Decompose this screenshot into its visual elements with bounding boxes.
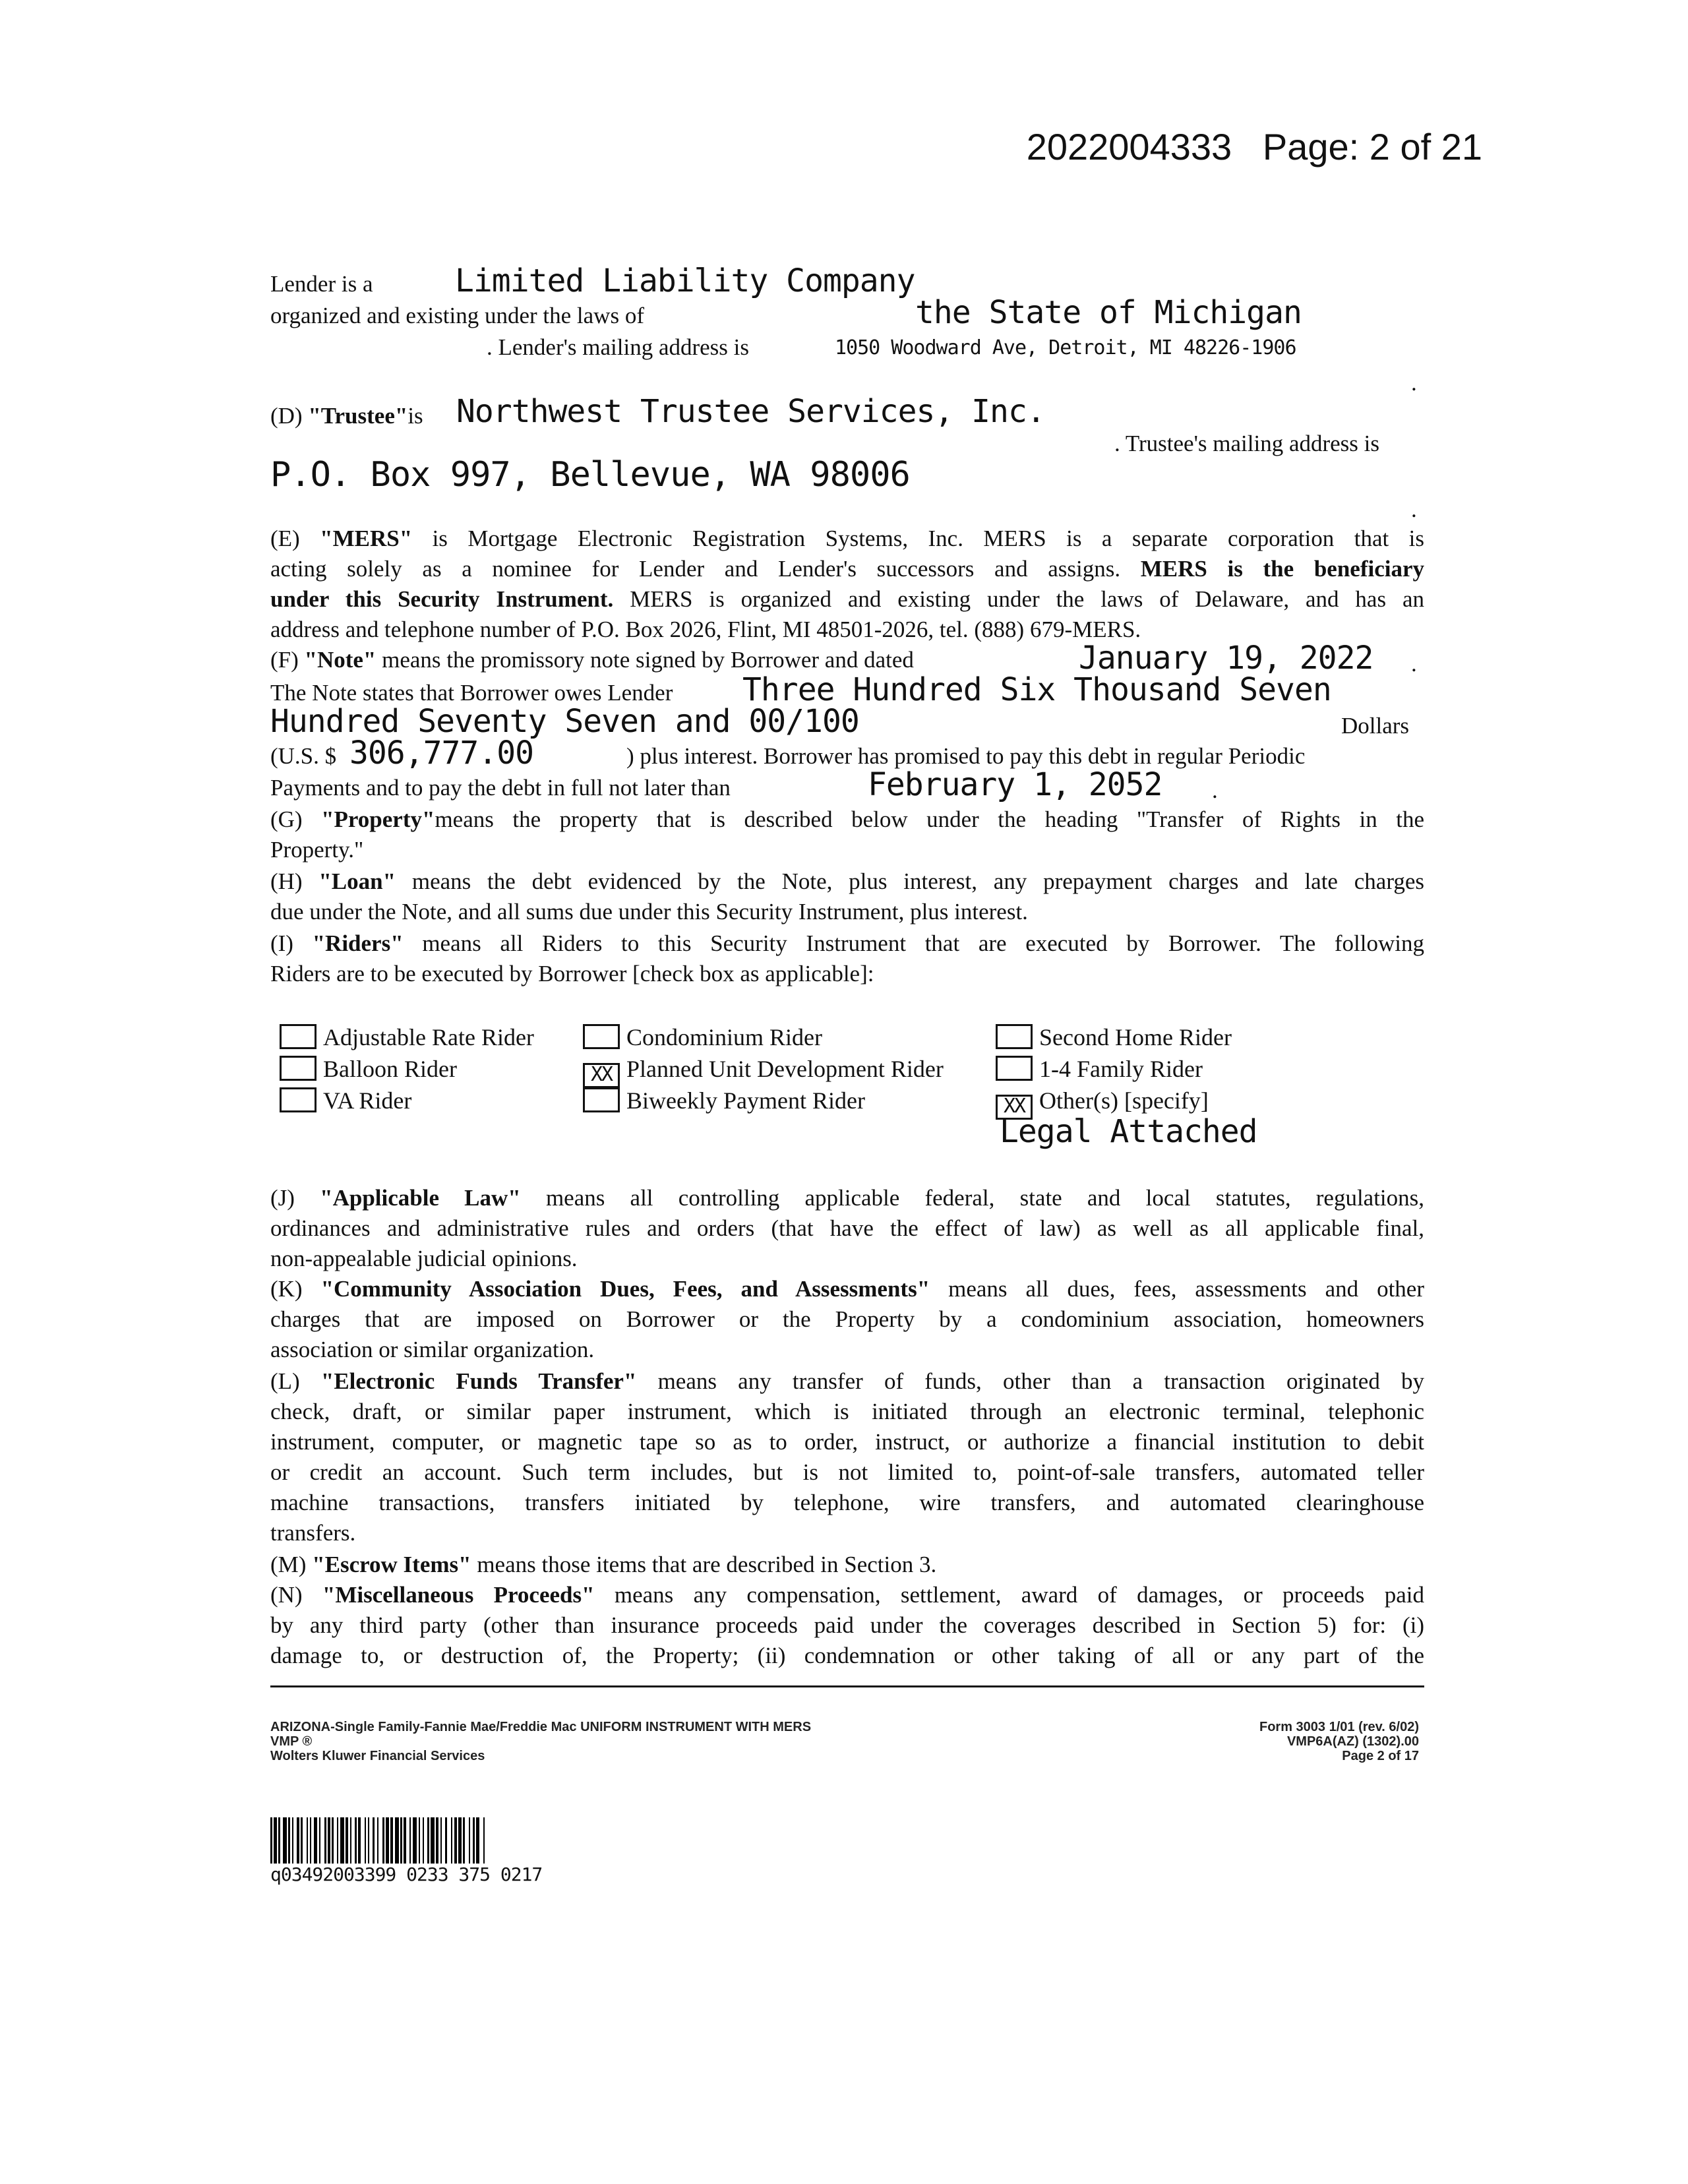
lender-mailing-value: 1050 Woodward Ave, Detroit, MI 48226-1906 [835, 336, 1296, 359]
note-line-1: (F) "Note" means the promissory note signed by Borrower and dated [270, 647, 914, 673]
note-maturity-value: February 1, 2052 [868, 766, 1162, 803]
lender-state-value: the State of Michigan [915, 294, 1302, 331]
loan-def-line-1: (H) "Loan" means the debt evidenced by the Note, plus interest, any prepayment charges and late charges [270, 868, 1424, 894]
footer-right: Form 3003 1/01 (rev. 6/02) VMP6A(AZ) (1302).00 Page 2 of 17 [1259, 1720, 1419, 1763]
loan-def-line-2: due under the Note, and all sums due under this Security Instrument, plus interest. [270, 899, 1028, 925]
rider-planned-unit-development: XX Planned Unit Development Rider [583, 1054, 944, 1088]
note-period-2: . [1212, 777, 1218, 803]
page-header [1027, 125, 1482, 168]
riders-def-line-1: (I) "Riders" means all Riders to this Security Instrument that are executed by Borrower. The following [270, 930, 1425, 956]
applicable-law-line-1: (J) "Applicable Law" means all controlling applicable federal, state and local statutes, regulations, [270, 1185, 1425, 1211]
property-def-line-2: Property." [270, 837, 364, 863]
eft-line-3: instrument, computer, or magnetic tape so as to order, instruct, or authorize a financial institution to debit [270, 1429, 1424, 1455]
note-date-value: January 19, 2022 [1079, 640, 1373, 677]
rider-checkbox[interactable] [583, 1024, 620, 1049]
note-amount-words-1: Three Hundred Six Thousand Seven [742, 671, 1331, 708]
riders-def-line-2: Riders are to be executed by Borrower [check box as applicable]: [270, 961, 874, 986]
note-amount-words-2: Hundred Seventy Seven and 00/100 [270, 703, 859, 740]
trustee-label: (D) "Trustee"is [270, 403, 423, 429]
note-owes-label: The Note states that Borrower owes Lender [270, 680, 673, 706]
lender-period: . [1411, 370, 1417, 396]
note-interest-text: ) plus interest. Borrower has promised to pay this debt in regular Periodic [626, 743, 1306, 769]
rider-va: VA Rider [280, 1085, 411, 1116]
footer-divider [270, 1685, 1424, 1687]
eft-line-2: check, draft, or similar paper instrument, which is initiated through an electronic terminal, telephonic [270, 1399, 1424, 1424]
misc-line-2: by any third party (other than insurance proceeds paid under the coverages described in Section 5) for: (i) [270, 1612, 1424, 1638]
note-payments-label: Payments and to pay the debt in full not later than [270, 775, 731, 801]
eft-line-1: (L) "Electronic Funds Transfer" means any transfer of funds, other than a transaction originated by [270, 1368, 1425, 1394]
rider-second-home: Second Home Rider [996, 1022, 1232, 1052]
document-number: 2022004333 [1026, 126, 1232, 167]
mers-line-2: acting solely as a nominee for Lender and Lender's successors and assigns. MERS is the beneficiary [270, 556, 1425, 582]
rider-checkbox[interactable] [996, 1024, 1033, 1049]
trustee-name-value: Northwest Trustee Services, Inc. [456, 393, 1045, 430]
note-dollars-label: Dollars [1341, 713, 1410, 739]
lender-organized-label: organized and existing under the laws of [270, 303, 644, 328]
trustee-mailing-label: . Trustee's mailing address is [1114, 431, 1380, 456]
mers-line-1: (E) "MERS" is Mortgage Electronic Registration Systems, Inc. MERS is a separate corporation that is [270, 526, 1424, 551]
applicable-law-line-2: ordinances and administrative rules and orders (that have the effect of law) as well as all applicable final, [270, 1215, 1424, 1241]
rider-checkbox[interactable]: XX [583, 1063, 620, 1088]
rider-checkbox[interactable] [280, 1056, 316, 1081]
rider-biweekly-payment: Biweekly Payment Rider [583, 1085, 865, 1116]
rider-adjustable-rate: Adjustable Rate Rider [280, 1022, 534, 1052]
rider-balloon: Balloon Rider [280, 1054, 457, 1084]
rider-checkbox[interactable] [583, 1087, 620, 1112]
trustee-address-value: P.O. Box 997, Bellevue, WA 98006 [270, 455, 910, 495]
mers-line-4: address and telephone number of P.O. Box 2026, Flint, MI 48501-2026, tel. (888) 679-MERS. [270, 617, 1141, 642]
trustee-period: . [1411, 497, 1417, 522]
property-def-line-1: (G) "Property"means the property that is described below under the heading "Transfer of Rights in the [270, 806, 1424, 832]
misc-line-1: (N) "Miscellaneous Proceeds" means any compensation, settlement, award of damages, or proceeds paid [270, 1582, 1424, 1608]
eft-line-4: or credit an account. Such term includes, but is not limited to, point-of-sale transfers, automated teller [270, 1459, 1424, 1485]
lender-type-value: Limited Liability Company [455, 262, 915, 299]
rider-condominium: Condominium Rider [583, 1022, 822, 1052]
rider-checkbox[interactable] [280, 1024, 316, 1049]
rider-checkbox[interactable] [280, 1087, 316, 1112]
barcode-text: q03492003399 0233 375 0217 [270, 1864, 543, 1885]
rider-others: XX Other(s) [specify] [996, 1085, 1209, 1120]
community-line-1: (K) "Community Association Dues, Fees, and Assessments" means all dues, fees, assessments and other [270, 1276, 1424, 1302]
lender-lead: Lender is a [270, 271, 373, 297]
note-amount-value: 306,777.00 [349, 735, 533, 772]
lender-mailing-label: . Lender's mailing address is [487, 334, 750, 360]
rider-1-4-family: 1-4 Family Rider [996, 1054, 1203, 1084]
community-line-2: charges that are imposed on Borrower or the Property by a condominium association, homeowners [270, 1306, 1424, 1332]
eft-line-5: machine transactions, transfers initiated by telephone, wire transfers, and automated clearinghouse [270, 1490, 1424, 1515]
page-label: Page: 2 of 21 [1262, 126, 1482, 167]
barcode-image [270, 1817, 721, 1864]
applicable-law-line-3: non-appealable judicial opinions. [270, 1246, 578, 1271]
note-us-label: (U.S. $ [270, 743, 337, 769]
note-period: . [1411, 651, 1417, 677]
community-line-3: association or similar organization. [270, 1337, 595, 1362]
rider-checkbox[interactable] [996, 1056, 1033, 1081]
misc-line-3: damage to, or destruction of, the Property; (ii) condemnation or other taking of all or any part of the [270, 1643, 1424, 1668]
barcode-bar [485, 1817, 487, 1864]
footer-left: ARIZONA-Single Family-Fannie Mae/Freddie Mac UNIFORM INSTRUMENT WITH MERS VMP ® Wolters Kluwer Financial Services [270, 1720, 812, 1763]
eft-line-6: transfers. [270, 1520, 356, 1546]
rider-checkbox[interactable]: XX [996, 1095, 1033, 1120]
escrow-line-1: (M) "Escrow Items" means those items that are described in Section 3. [270, 1552, 937, 1577]
mers-line-3: under this Security Instrument. MERS is organized and existing under the laws of Delaware, and has an [270, 586, 1424, 612]
rider-other-value: Legal Attached [1000, 1113, 1257, 1150]
